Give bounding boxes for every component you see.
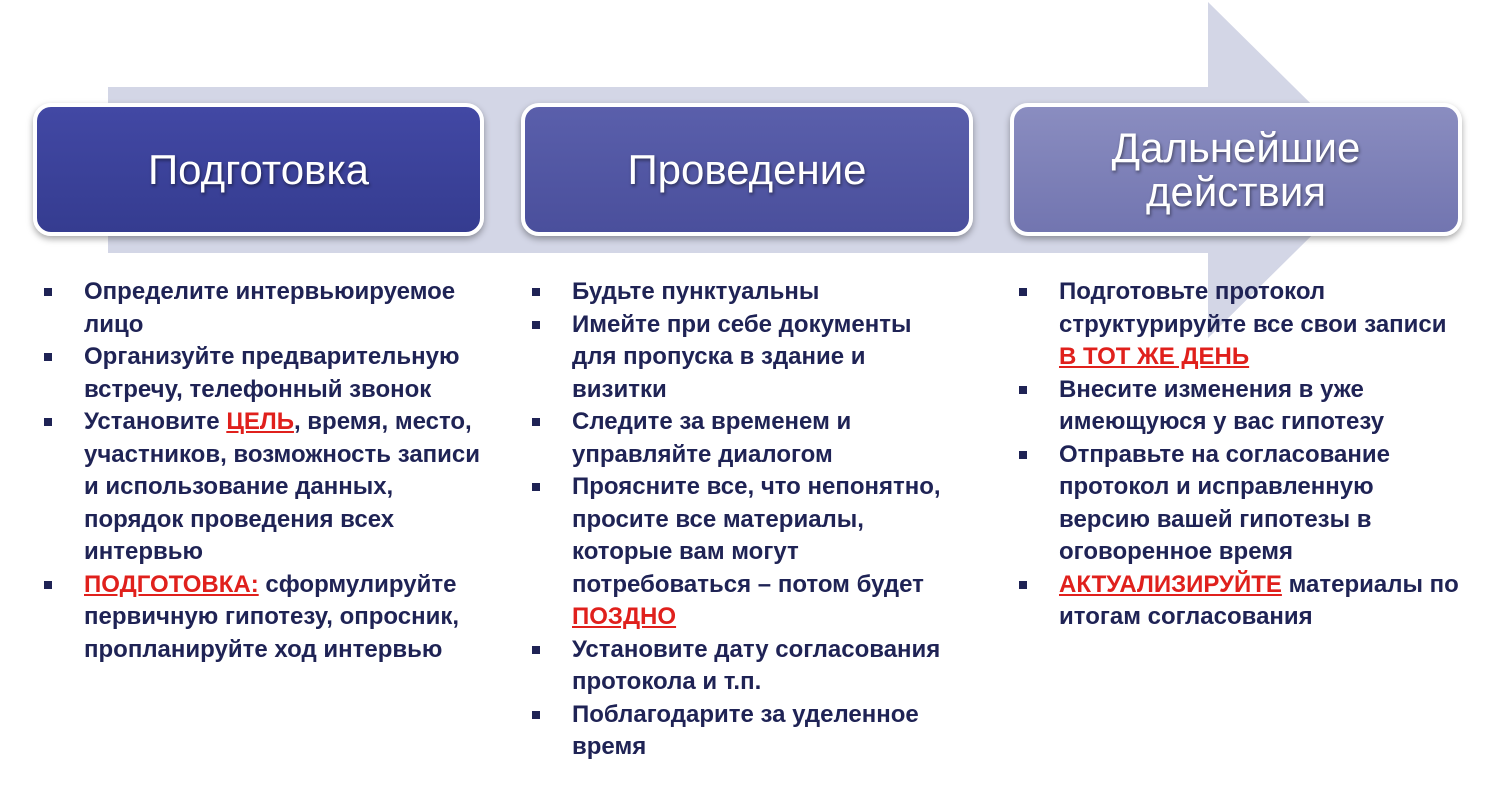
square-bullet-icon [1019, 581, 1027, 589]
square-bullet-icon [44, 581, 52, 589]
list-item: Внесите изменения в уже имеющуюся у вас гипотезу [1019, 374, 1459, 439]
next-steps-list [1019, 276, 1459, 634]
highlight-late: ПОЗДНО [572, 603, 677, 630]
list-item: ПОДГОТОВКА: сформулируйте первичную гипотезу, опросник, пропланируйте ход интервью [44, 569, 484, 667]
square-bullet-icon [44, 288, 52, 296]
square-bullet-icon [1019, 386, 1027, 394]
list-item: Поблагодарите за уделенное время [532, 699, 962, 764]
square-bullet-icon [44, 353, 52, 361]
list-item: Установите дату согласования протокола и т.п. [532, 634, 962, 699]
square-bullet-icon [1019, 451, 1027, 459]
highlight-same-day: В ТОТ ЖЕ ДЕНЬ [1059, 343, 1250, 370]
stage-conducting [521, 103, 973, 236]
stage-preparation-title: Подготовка [147, 145, 370, 193]
list-item: АКТУАЛИЗИРУЙТЕ материалы по итогам согласования [1019, 569, 1459, 634]
list-item: Подготовьте протокол структурируйте все свои записи В ТОТ ЖЕ ДЕНЬ [1019, 276, 1459, 374]
list-item: Установите ЦЕЛЬ, время, место, участников, возможность записи и использование данных, порядок проведения всех интервью [44, 406, 484, 569]
list-item: Проясните все, что непонятно, просите все материалы, которые вам могут потребоваться – потом будет ПОЗДНО [532, 471, 962, 634]
square-bullet-icon [532, 288, 540, 296]
square-bullet-icon [532, 646, 540, 654]
square-bullet-icon [1019, 288, 1027, 296]
highlight-preparation: ПОДГОТОВКА: [84, 570, 259, 598]
preparation-list [44, 276, 484, 666]
square-bullet-icon [532, 711, 540, 719]
stage-preparation [33, 103, 484, 236]
square-bullet-icon [44, 418, 52, 426]
list-item: Определите интервьюируемое лицо [44, 276, 484, 341]
conducting-list [532, 276, 962, 764]
list-item: Следите за временем и управляйте диалогом [532, 406, 962, 471]
list-item: Будьте пунктуальны [532, 276, 962, 309]
highlight-goal: ЦЕЛЬ [226, 408, 294, 435]
stage-conducting-title: Проведение [627, 145, 867, 193]
stage-next-steps [1010, 103, 1462, 236]
list-item: Имейте при себе документы для пропуска в здание и визитки [532, 309, 962, 407]
highlight-update: АКТУАЛИЗИРУЙТЕ [1059, 570, 1282, 598]
list-item: Отправьте на согласование протокол и исправленную версию вашей гипотезы в оговоренное время [1019, 439, 1459, 569]
square-bullet-icon [532, 418, 540, 426]
square-bullet-icon [532, 483, 540, 491]
square-bullet-icon [532, 321, 540, 329]
list-item: Организуйте предварительную встречу, телефонный звонок [44, 341, 484, 406]
stage-next-steps-title: Дальнейшие действия [1111, 123, 1361, 215]
